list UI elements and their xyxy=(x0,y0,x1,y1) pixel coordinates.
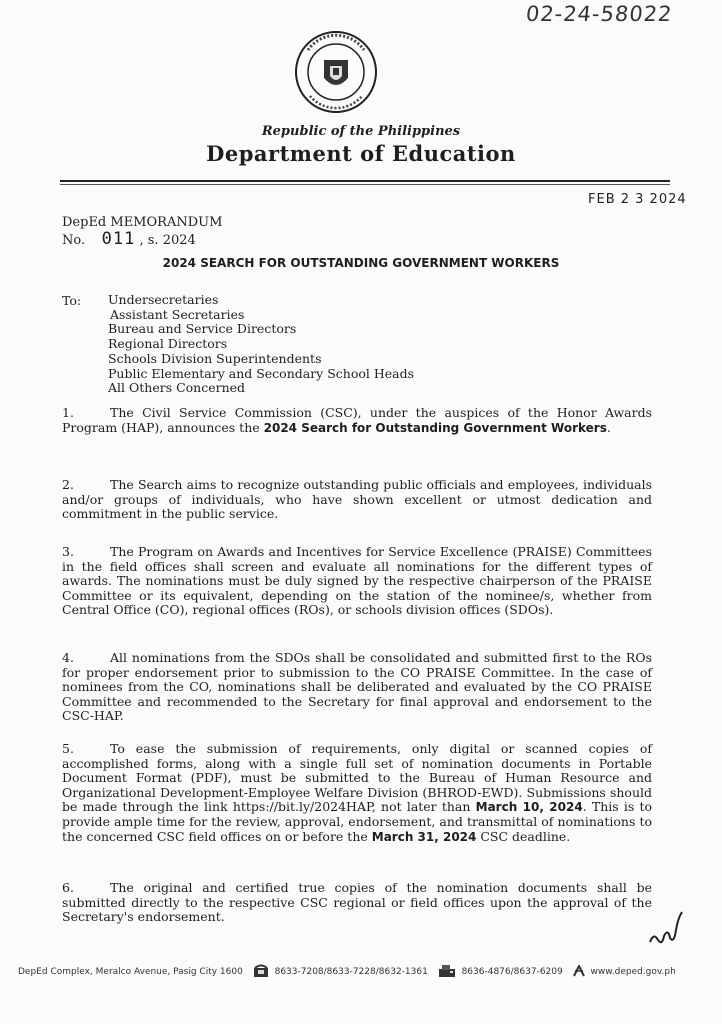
republic-heading: Republic of the Philippines xyxy=(261,124,461,139)
handwritten-initial-icon xyxy=(646,908,686,948)
recipient: Public Elementary and Secondary School Heads xyxy=(108,365,415,381)
paragraph-number: 6. xyxy=(62,880,74,895)
paragraph-text: The Civil Service Commission (CSC), under the auspices of the Honor Awards Program (HAP), announces the xyxy=(62,405,652,435)
department-heading: Department of Education xyxy=(206,141,516,166)
paragraph-text: . This is to provide ample time for the review, approval, endorsement, and transmittal of nominations to the concerned CSC field offices on or before the xyxy=(62,799,652,844)
recipient: Regional Directors xyxy=(108,336,228,352)
footer xyxy=(18,964,680,978)
paragraph-3 xyxy=(62,545,652,618)
deadline-bold: March 31, 2024 xyxy=(371,829,477,844)
paragraph-1 xyxy=(62,406,652,435)
footer-phone: 8633-7208/8633-7228/8632-1361 xyxy=(274,966,428,977)
fax-icon xyxy=(438,964,456,978)
recipient: Assistant Secretaries xyxy=(110,306,245,322)
memo-number-line xyxy=(62,231,222,249)
footer-fax: 8636-4876/8637-6209 xyxy=(461,966,563,977)
paragraph-number: 1. xyxy=(62,405,74,420)
memo-title: 2024 SEARCH FOR OUTSTANDING GOVERNMENT WORKERS xyxy=(162,256,560,270)
paragraph-text: . xyxy=(606,419,611,435)
memo-number: 011 xyxy=(101,229,136,249)
header-rule xyxy=(60,180,670,182)
recipient: Undersecretaries xyxy=(108,292,219,307)
paragraph-text: The Program on Awards and Incentives for Service Excellence (PRAISE) Committees in the field offices shall screen and evaluate all nominations for the different types of awards. The nominations must be duly signed by the respective chairperson of the PRAISE Committee or its equivalent, depending on the station of the nominee/s, whether from Central Office (CO), regional offices (ROs), or schools division offices (SDOs). xyxy=(62,544,652,618)
memo-series: , s. 2024 xyxy=(139,233,196,248)
paragraph-text: To ease the submission of requirements, only digital or scanned copies of accomplished forms, along with a single full set of nomination documents in Portable Document Format (PDF), must be submitted to the Bureau of Human Resource and Organizational Development-Employee Welfare Division (BHROD-EWD). Submissions should be made through the link https://bit.ly/2024HAP, not later than xyxy=(62,741,652,815)
paragraph-4 xyxy=(62,651,652,724)
date-stamp: FEB 2 3 2024 xyxy=(588,192,687,207)
paragraph-6 xyxy=(62,881,652,925)
handwritten-number: 02-24-58022 xyxy=(524,2,674,26)
paragraph-text: CSC deadline. xyxy=(476,828,571,844)
recipient: Bureau and Service Directors xyxy=(108,321,297,337)
phone-icon xyxy=(253,964,269,978)
deped-seal-icon xyxy=(294,30,378,114)
deadline-bold: March 10, 2024 xyxy=(475,800,583,815)
paragraph-2 xyxy=(62,478,652,522)
paragraph-bold: 2024 Search for Outstanding Government Workers xyxy=(263,420,607,435)
paragraph-number: 4. xyxy=(62,650,74,665)
footer-website: www.deped.gov.ph xyxy=(590,966,676,977)
recipient: All Others Concerned xyxy=(108,380,246,396)
paragraph-number: 2. xyxy=(62,477,74,492)
paragraph-number: 3. xyxy=(62,544,74,559)
memo-no-label: No. xyxy=(62,233,86,248)
paragraph-text: The Search aims to recognize outstanding public officials and employees, individuals and/or groups of individuals, who have shown excellent or utmost dedication and commitment in the public service. xyxy=(62,477,652,522)
paragraph-text: All nominations from the SDOs shall be consolidated and submitted first to the ROs for proper endorsement prior to submission to the CO PRAISE Committee. In the case of nominees from the CO, nominations shall be deliberated and evaluated by the CO PRAISE Committee and recommended to the Secretary for final approval and endorsement to the CSC-HAP. xyxy=(62,650,652,724)
paragraph-number: 5. xyxy=(62,741,74,756)
to-label: To: xyxy=(62,293,82,308)
recipient: Schools Division Superintendents xyxy=(108,350,322,366)
web-icon xyxy=(573,965,585,977)
paragraph-text: The original and certified true copies of the nomination documents shall be submitted directly to the respective CSC regional or field offices upon the approval of the Secretary's endorsement. xyxy=(62,880,652,925)
recipient-list xyxy=(108,293,414,396)
paragraph-5 xyxy=(62,742,652,844)
footer-address: DepEd Complex, Meralco Avenue, Pasig City 1600 xyxy=(18,966,243,977)
memo-type: DepEd MEMORANDUM xyxy=(62,215,223,230)
memo-block xyxy=(62,214,222,249)
header-rule-thin xyxy=(60,184,670,185)
